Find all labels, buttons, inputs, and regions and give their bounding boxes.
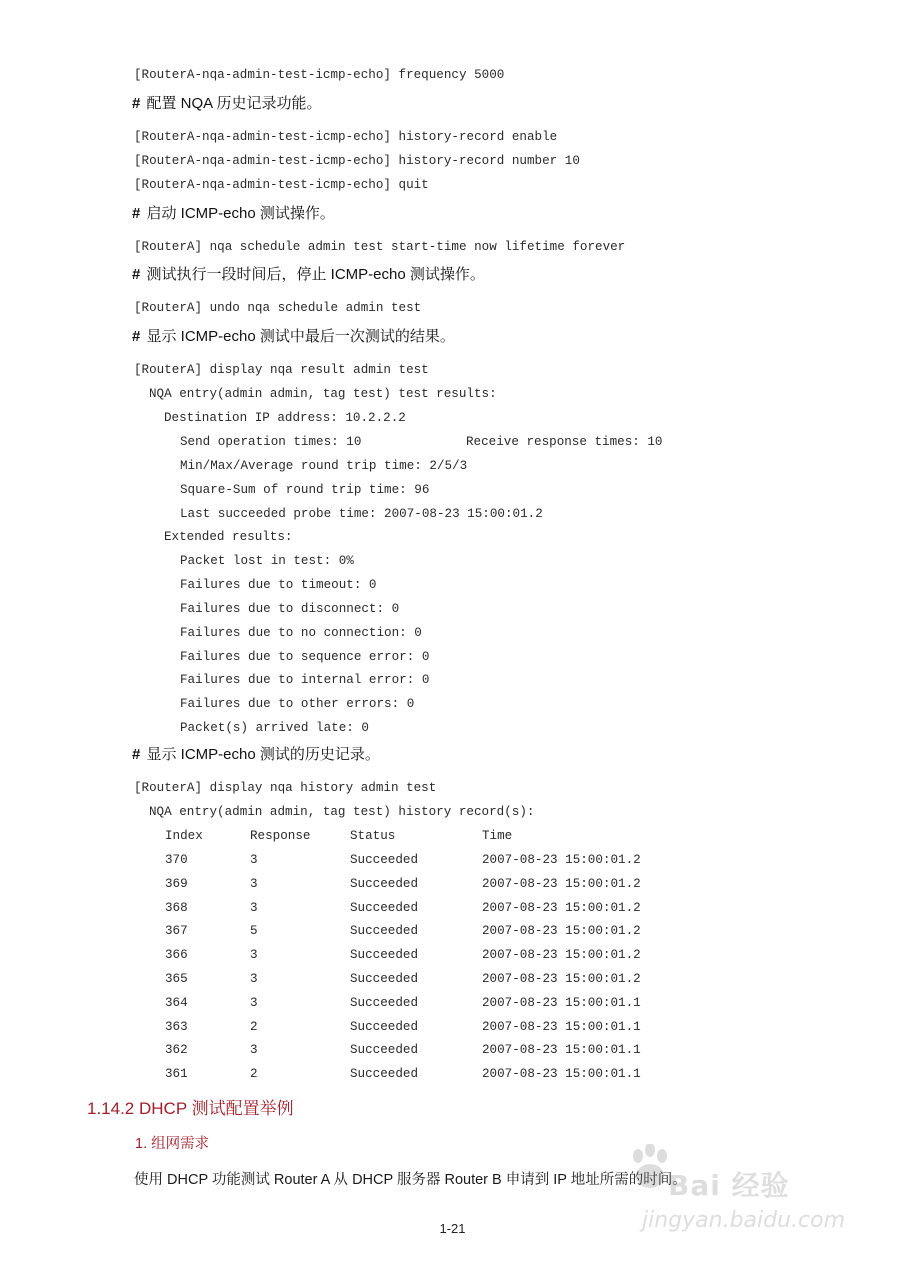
history-cell-status: Succeeded	[350, 995, 419, 1010]
history-cell-index: 365	[165, 972, 188, 986]
result-send: Send operation times: 10	[180, 435, 362, 449]
result-last-probe: Last succeeded probe time: 2007-08-23 15:00:01.2	[180, 507, 543, 521]
result-ext-line: Failures due to internal error: 0	[180, 673, 430, 687]
result-ext-line: Failures due to disconnect: 0	[180, 602, 400, 616]
comment-text: 配置 NQA 历史记录功能。	[146, 95, 322, 112]
history-header-response: Response	[250, 829, 311, 843]
comment-note: # 显示 ICMP-echo 测试中最后一次测试的结果。	[132, 328, 455, 345]
history-cell-status: Succeeded	[350, 876, 419, 891]
result-receive: Receive response times: 10	[466, 435, 663, 449]
history-cell-status: Succeeded	[350, 924, 419, 939]
comment-text: 测试执行一段时间后，停止 ICMP-echo 测试操作。	[146, 266, 485, 283]
history-cell-index: 369	[165, 876, 188, 891]
result-ext-line: Packet lost in test: 0%	[180, 554, 354, 568]
history-cell-time: 2007-08-23 15:00:01.1	[482, 995, 641, 1010]
subheading: 1. 组网需求	[135, 1136, 210, 1152]
history-cell-time: 2007-08-23 15:00:01.2	[482, 972, 641, 986]
result-ext-line: Failures due to timeout: 0	[180, 578, 377, 592]
history-entry: NQA entry(admin admin, tag test) history record(s):	[149, 805, 535, 819]
cli-line: [RouterA] nqa schedule admin test start-time now lifetime forever	[134, 240, 626, 254]
history-cell-response: 3	[250, 1043, 258, 1058]
result-ext-line: Failures due to no connection: 0	[180, 626, 422, 640]
history-header-index: Index	[165, 829, 203, 843]
cli-line: [RouterA-nqa-admin-test-icmp-echo] history-record number 10	[134, 154, 580, 168]
comment-note: # 测试执行一段时间后，停止 ICMP-echo 测试操作。	[132, 266, 485, 283]
history-cell-time: 2007-08-23 15:00:01.2	[482, 853, 641, 867]
watermark-url: jingyan.baidu.com	[642, 1208, 846, 1233]
history-cell-index: 363	[165, 1019, 188, 1034]
history-command: [RouterA] display nqa history admin test	[134, 781, 437, 795]
baidu-jingyan-watermark	[628, 1140, 868, 1250]
history-cell-index: 366	[165, 948, 188, 963]
result-command: [RouterA] display nqa result admin test	[134, 363, 429, 377]
cli-line: [RouterA-nqa-admin-test-icmp-echo] frequency 5000	[134, 68, 505, 82]
history-cell-status: Succeeded	[350, 1043, 419, 1058]
watermark-brand: Bai 经验	[668, 1169, 790, 1202]
history-header-status: Status	[350, 829, 396, 843]
result-block	[134, 362, 734, 742]
history-cell-index: 361	[165, 1067, 188, 1082]
history-cell-time: 2007-08-23 15:00:01.2	[482, 876, 641, 891]
history-cell-response: 5	[250, 924, 258, 939]
history-cell-index: 370	[165, 853, 188, 867]
history-cell-response: 3	[250, 995, 258, 1010]
page-number: 1-21	[439, 1221, 466, 1236]
history-cell-status: Succeeded	[350, 1019, 419, 1034]
comment-text: 显示 ICMP-echo 测试的历史记录。	[146, 746, 380, 763]
history-cell-status: Succeeded	[350, 948, 419, 963]
history-cell-time: 2007-08-23 15:00:01.1	[482, 1043, 641, 1058]
history-cell-response: 3	[250, 948, 258, 963]
result-destination: Destination IP address: 10.2.2.2	[164, 411, 406, 425]
history-cell-status: Succeeded	[350, 853, 419, 867]
comment-note: # 启动 ICMP-echo 测试操作。	[132, 205, 335, 222]
history-cell-status: Succeeded	[350, 900, 419, 915]
history-header-time: Time	[482, 829, 513, 843]
history-cell-time: 2007-08-23 15:00:01.2	[482, 900, 641, 915]
history-cell-response: 2	[250, 1067, 258, 1082]
history-cell-index: 364	[165, 995, 188, 1010]
body-paragraph: 使用 DHCP 功能测试 Router A 从 DHCP 服务器 Router B 申请到 IP 地址所需的时间。	[134, 1172, 687, 1188]
result-extended: Extended results:	[164, 530, 293, 544]
result-ext-line: Failures due to other errors: 0	[180, 697, 415, 711]
history-cell-index: 362	[165, 1043, 188, 1058]
history-cell-index: 368	[165, 900, 188, 915]
comment-text: 启动 ICMP-echo 测试操作。	[146, 205, 335, 222]
history-cell-status: Succeeded	[350, 1067, 419, 1082]
history-cell-response: 3	[250, 876, 258, 891]
history-cell-time: 2007-08-23 15:00:01.1	[482, 1019, 641, 1034]
cli-line: [RouterA] undo nqa schedule admin test	[134, 301, 422, 315]
history-cell-response: 3	[250, 900, 258, 915]
history-cell-time: 2007-08-23 15:00:01.1	[482, 1067, 641, 1082]
history-cell-time: 2007-08-23 15:00:01.2	[482, 924, 641, 939]
history-block	[134, 780, 734, 1080]
history-cell-response: 3	[250, 972, 258, 986]
history-cell-response: 2	[250, 1019, 258, 1034]
history-cell-response: 3	[250, 853, 258, 867]
history-cell-index: 367	[165, 924, 188, 939]
paw-logo-icon	[628, 1144, 672, 1196]
cli-line: [RouterA-nqa-admin-test-icmp-echo] history-record enable	[134, 130, 558, 144]
comment-note: # 显示 ICMP-echo 测试的历史记录。	[132, 746, 380, 763]
comment-note: # 配置 NQA 历史记录功能。	[132, 95, 322, 112]
cli-line: [RouterA-nqa-admin-test-icmp-echo] quit	[134, 178, 429, 192]
result-ext-line: Packet(s) arrived late: 0	[180, 721, 369, 735]
result-square-sum: Square-Sum of round trip time: 96	[180, 483, 430, 497]
history-cell-time: 2007-08-23 15:00:01.2	[482, 948, 641, 963]
comment-text: 显示 ICMP-echo 测试中最后一次测试的结果。	[146, 328, 455, 345]
result-rtt: Min/Max/Average round trip time: 2/5/3	[180, 459, 468, 473]
section-heading: 1.14.2 DHCP 测试配置举例	[87, 1099, 294, 1118]
history-cell-status: Succeeded	[350, 972, 419, 986]
result-entry: NQA entry(admin admin, tag test) test results:	[149, 387, 497, 401]
result-ext-line: Failures due to sequence error: 0	[180, 650, 430, 664]
